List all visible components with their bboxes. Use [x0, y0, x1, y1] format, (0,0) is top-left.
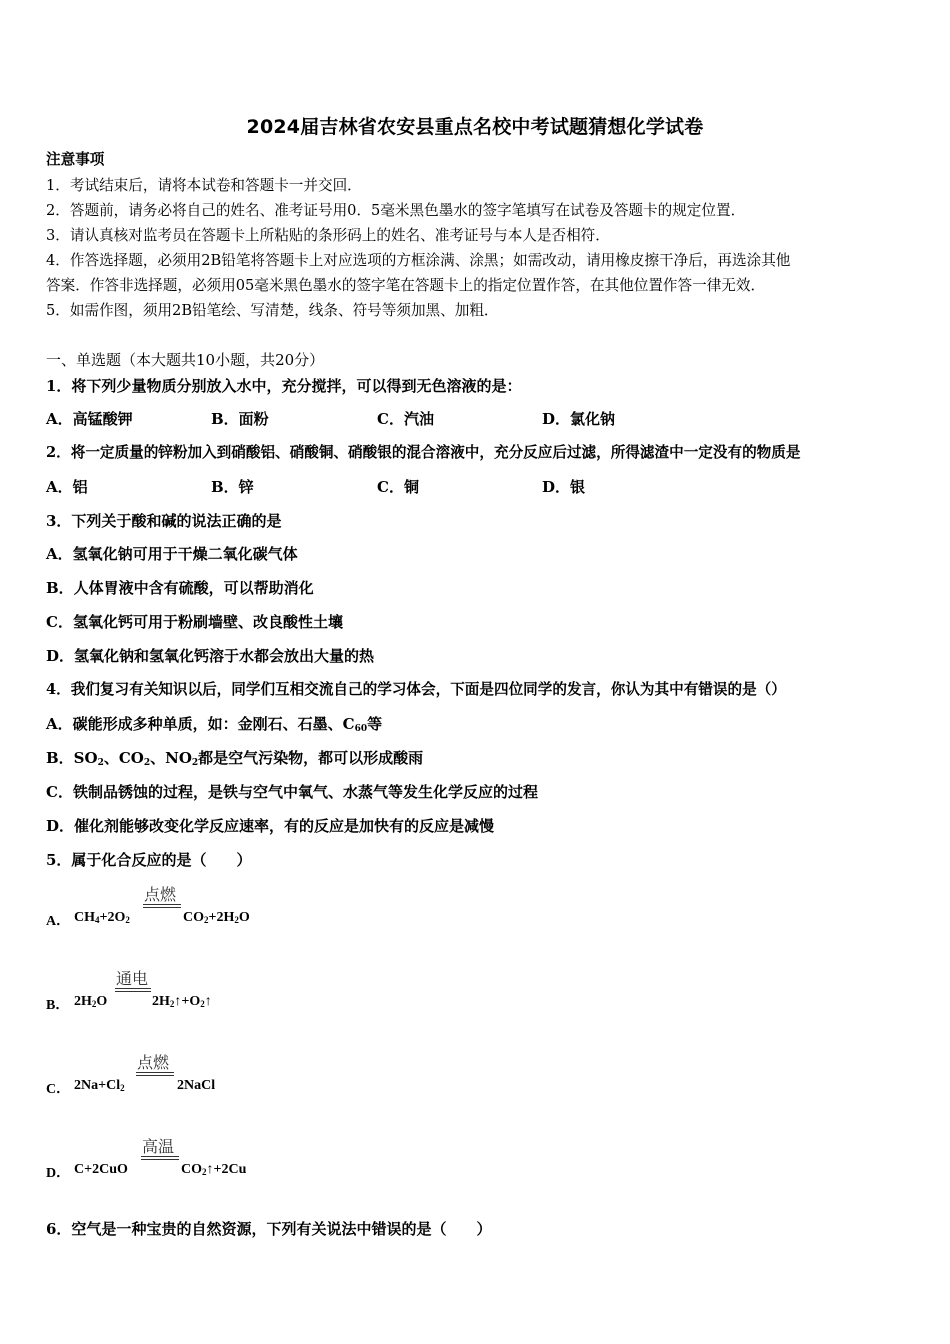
equals-line — [136, 1072, 174, 1073]
option-a-suffix: 等 — [367, 715, 383, 733]
section-heading: 一、单选题（本大题共10小题，共20分） — [46, 351, 325, 369]
products: $CO_2+2H_2O$ — [183, 910, 250, 925]
option-label: D． — [46, 1166, 71, 1181]
reactants: $CH_4+2O_2$ — [74, 910, 130, 925]
equals-line — [136, 1075, 174, 1076]
option-b-text: 都是空气污染物，都可以形成酸雨 — [198, 749, 424, 767]
equation-d — [46, 1132, 446, 1192]
reaction-condition: 点燃 — [144, 885, 177, 904]
question-2-stem: 2．将一定质量的锌粉加入到硝酸铝、硝酸铜、硝酸银的混合溶液中，充分反应后过滤，所得滤渣中一定没有的物质是 — [46, 444, 801, 461]
notice-item: 2．答题前，请务必将自己的姓名、准考证号用0．5毫米黑色墨水的签字笔填写在试卷及答题卡的规定位置． — [46, 202, 746, 219]
option-c: C．铜 — [377, 478, 419, 496]
equals-line — [143, 904, 181, 905]
option-b: B．锌 — [211, 478, 254, 496]
products: $CO_2↑+2Cu$ — [181, 1162, 247, 1177]
reactants: C+2CuO — [74, 1162, 128, 1177]
notice-item: 3．请认真核对监考员在答题卡上所粘贴的条形码上的姓名、准考证号与本人是否相符． — [46, 227, 610, 244]
exam-title: 2024届吉林省农安县重点名校中考试题猜想化学试卷 — [246, 116, 704, 138]
notice-heading: 注意事项 — [46, 151, 105, 168]
option-b: B．面粉 — [211, 410, 269, 428]
question-5-stem: 5．属于化合反应的是（ ） — [46, 851, 252, 869]
option-c: C．汽油 — [377, 410, 434, 428]
subscript: 2 — [143, 758, 151, 768]
subscript: 2 — [191, 758, 199, 768]
equals-line — [115, 988, 151, 989]
option-a — [46, 714, 382, 739]
option-a-text: A．碳能形成多种单质，如：金刚石、石墨、C — [46, 715, 355, 733]
option-b-text: 、CO — [103, 749, 144, 767]
subscript: 2 — [97, 758, 104, 768]
option-c: C．氢氧化钙可用于粉刷墙壁、改良酸性土壤 — [46, 613, 343, 631]
option-a: A．高锰酸钾 — [46, 410, 133, 428]
question-4-stem: 4．我们复习有关知识以后，同学们互相交流自己的学习体会，下面是四位同学的发言，你认为其中有错误的是（） — [46, 681, 786, 698]
question-6-stem: 6．空气是一种宝贵的自然资源，下列有关说法中错误的是（ ） — [46, 1220, 492, 1238]
reactants: $2H_2O$ — [74, 994, 108, 1009]
equals-line — [141, 1159, 179, 1160]
products: 2NaCl — [177, 1078, 216, 1093]
equation-b — [46, 964, 446, 1024]
option-b — [46, 748, 423, 773]
subscript: 60 — [354, 724, 368, 734]
equals-line — [141, 1156, 179, 1157]
notice-item: 1．考试结束后，请将本试卷和答题卡一并交回． — [46, 177, 362, 194]
option-d: D．氢氧化钠和氢氧化钙溶于水都会放出大量的热 — [46, 647, 375, 665]
notice-item: 答案．作答非选择题，必须用05毫米黑色墨水的签字笔在答题卡上的指定位置作答，在其他位置作答一律无效． — [46, 277, 766, 294]
reaction-condition: 点燃 — [137, 1053, 170, 1072]
products: $2H_2↑+O_2↑$ — [152, 994, 212, 1009]
option-label: A． — [46, 914, 71, 929]
notice-item: 5．如需作图，须用2B铅笔绘、写清楚，线条、符号等须加黑、加粗． — [46, 302, 499, 319]
notice-item: 4．作答选择题，必须用2B铅笔将答题卡上对应选项的方框涂满、涂黑；如需改动，请用橡皮擦干净后，再选涂其他 — [46, 252, 791, 269]
reaction-condition: 高温 — [142, 1137, 175, 1156]
option-d: D．催化剂能够改变化学反应速率，有的反应是加快有的反应是减慢 — [46, 817, 495, 835]
reaction-condition: 通电 — [116, 969, 149, 988]
equation-c — [46, 1048, 446, 1108]
equation-a — [46, 880, 446, 940]
option-c: C．铁制品锈蚀的过程，是铁与空气中氧气、水蒸气等发生化学反应的过程 — [46, 783, 538, 801]
option-d: D．银 — [542, 478, 586, 496]
option-label: C． — [46, 1082, 71, 1097]
option-label: B． — [46, 998, 70, 1013]
option-a: A．氢氧化钠可用于干燥二氧化碳气体 — [46, 545, 298, 563]
question-3-stem: 3．下列关于酸和碱的说法正确的是 — [46, 512, 282, 530]
equals-line — [115, 991, 151, 992]
option-d: D．氯化钠 — [542, 410, 616, 428]
equals-line — [143, 907, 181, 908]
option-b-text: B．SO — [46, 749, 98, 767]
reactants: $2Na+Cl_2$ — [74, 1078, 125, 1093]
question-1-stem: 1．将下列少量物质分别放入水中，充分搅拌，可以得到无色溶液的是： — [46, 377, 522, 395]
option-b-text: 、NO — [150, 749, 192, 767]
option-b: B．人体胃液中含有硫酸，可以帮助消化 — [46, 579, 314, 597]
option-a: A．铝 — [46, 478, 88, 496]
